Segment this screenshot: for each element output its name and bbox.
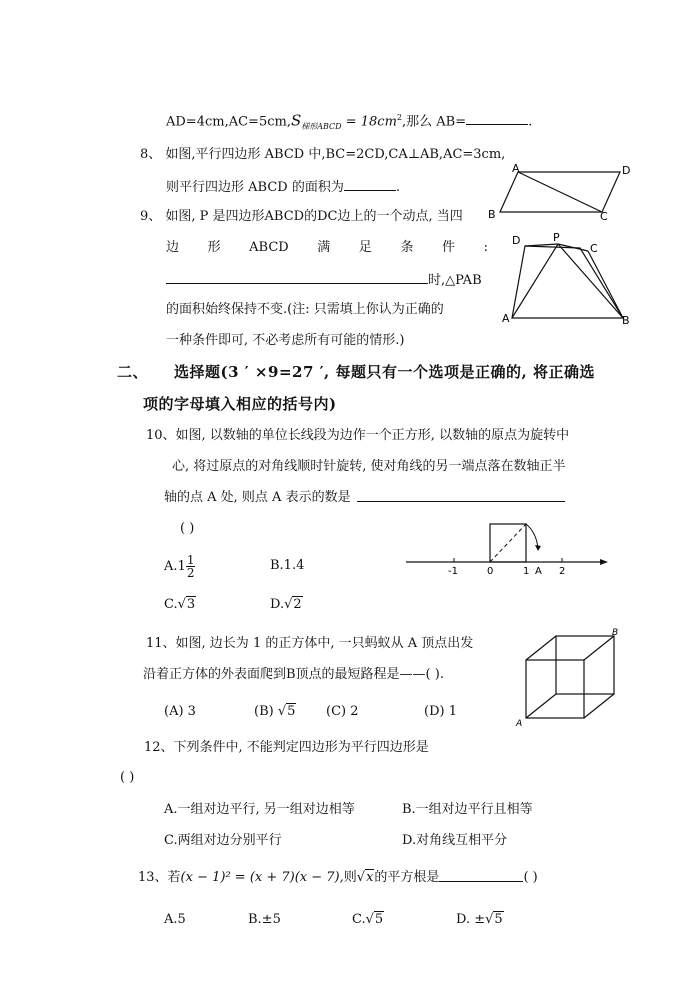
q10-tick-label: 2 — [559, 566, 566, 577]
q8-end: . — [395, 180, 400, 195]
q9-label-p: P — [553, 231, 560, 244]
q9-label-c: C — [590, 242, 598, 255]
q11-cube-edge — [526, 636, 556, 660]
q9-char: 件 — [442, 240, 456, 255]
q10-line3 — [164, 490, 565, 506]
q11-cube-edge — [526, 694, 556, 718]
q13-equation: (x − 1)² = (x + 7)(x − 7), — [180, 870, 344, 885]
q13-text-mid: 则 — [343, 870, 357, 885]
q9-quadrilateral — [512, 246, 623, 318]
q10-option-a-denominator: 2 — [186, 566, 195, 580]
q13-option-b[interactable]: B.±5 — [248, 912, 281, 927]
q13-sqrt: √x — [356, 870, 374, 885]
q9-line2 — [166, 240, 488, 256]
q13-option-c[interactable] — [352, 912, 384, 928]
q11-label-b: B — [612, 628, 619, 638]
q13-option-a[interactable]: A.5 — [164, 912, 186, 927]
q9-label-d: D — [512, 234, 521, 247]
q11-option-b-sqrt: √5 — [277, 704, 296, 719]
q10-option-b[interactable]: B.1.4 — [270, 558, 305, 573]
q13-option-d-radicand: 5 — [494, 912, 503, 927]
section2-heading-line1: 选择题(3 ′ ×9=27 ′, 每题只有一个选项是正确的, 将正确选 — [174, 363, 595, 381]
q8-label-b: B — [488, 208, 496, 221]
q11-cube-front-face — [526, 660, 584, 718]
q9-char: 边 — [166, 240, 180, 255]
q10-number-line-figure — [404, 518, 614, 578]
q9-segment-dp — [525, 244, 558, 246]
q11-line2: 沿着正方体的外表面爬到B顶点的最短路程是——( ). — [143, 667, 444, 682]
q10-option-d-radicand: 2 — [293, 597, 302, 612]
q7-area-value: = 18cm — [341, 114, 397, 130]
q10-line1: 10、如图, 以数轴的单位长线段为边作一个正方形, 以数轴的原点为旋转中 — [146, 428, 570, 443]
q10-arc-arrow — [535, 545, 541, 551]
q9-char: 条 — [400, 240, 414, 255]
q11-cube-back-face — [556, 636, 614, 694]
q7-area-symbol: S — [290, 111, 302, 130]
q8-line2 — [166, 178, 400, 196]
q9-text: 时,△PAB — [428, 273, 482, 288]
q7-text-post: ,那么 AB= — [402, 114, 467, 130]
q12-option-a[interactable]: A.一组对边平行, 另一组对边相等 — [164, 802, 355, 817]
q13-option-d[interactable] — [456, 912, 504, 928]
q10-option-d-sqrt: √2 — [284, 597, 302, 612]
q7-area-subscript: 梯形ABCD — [301, 121, 342, 131]
q10-option-a-label: A. — [164, 559, 178, 574]
q13-option-c-sqrt: √5 — [365, 912, 384, 927]
q7-text-pre: AD=4cm,AC=5cm, — [166, 114, 291, 130]
q8-label-a: A — [512, 162, 520, 175]
q9-line4: 的面积始终保持不变.(注: 只需填上你认为正确的 — [166, 302, 444, 317]
q10-option-c-sqrt: √3 — [177, 597, 196, 612]
q10-option-d[interactable] — [270, 597, 303, 613]
q11-line1: 11、如图, 边长为 1 的正方体中, 一只蚂蚁从 A 顶点出发 — [146, 636, 474, 651]
q9-char: 形 — [207, 240, 221, 255]
q7-area-exponent: 2 — [396, 113, 402, 122]
q10-option-a-whole: 1 — [177, 559, 186, 574]
q10-option-c[interactable] — [164, 597, 196, 613]
q12-option-d[interactable]: D.对角线互相平分 — [402, 833, 508, 848]
q9-char: 满 — [317, 240, 331, 255]
q13-option-c-radicand: 5 — [374, 912, 384, 927]
q9-char: 足 — [358, 240, 372, 255]
q8-answer-blank[interactable] — [344, 178, 396, 191]
q12-option-b[interactable]: B.一组对边平行且相等 — [402, 802, 533, 817]
q13-answer-paren[interactable]: ( ) — [523, 870, 538, 885]
q10-line2: 心, 将过原点的对角线顺时针旋转, 使对角线的另一端点落在数轴正半 — [172, 459, 566, 474]
q10-axis-arrow — [600, 559, 608, 565]
q10-option-c-label: C. — [164, 597, 178, 612]
q9-quadrilateral-figure — [500, 232, 640, 332]
q13-radicand: x — [366, 870, 374, 885]
q13-answer-blank[interactable] — [439, 873, 523, 882]
section2-number: 二、 — [117, 363, 149, 381]
q9-char: ABCD — [249, 240, 289, 255]
q13-option-d-sqrt: √5 — [485, 912, 503, 927]
q9-line3 — [166, 271, 482, 289]
q11-option-b-label: (B) — [254, 704, 274, 719]
q10-text: 轴的点 A 处, 则点 A 表示的数是 — [164, 490, 351, 505]
q11-label-a: A — [516, 719, 523, 729]
q7-answer-blank[interactable] — [466, 112, 528, 125]
q12-answer-paren[interactable]: ( ) — [120, 770, 135, 785]
q12-line1: 12、下列条件中, 不能判定四边形为平行四边形是 — [144, 740, 429, 755]
q12-option-c[interactable]: C.两组对边分别平行 — [164, 833, 282, 848]
q10-answer-paren[interactable]: ( ) — [180, 521, 195, 536]
q10-tick-label: 0 — [487, 566, 494, 577]
q11-option-c[interactable]: (C) 2 — [326, 704, 359, 719]
q10-diagonal — [490, 524, 526, 562]
q9-line1: 9、 如图, P 是四边形ABCD的DC边上的一个动点, 当四 — [140, 209, 463, 224]
q10-option-d-label: D. — [270, 597, 285, 612]
q11-option-b[interactable] — [254, 704, 296, 720]
q13-line1 — [138, 870, 538, 886]
q10-option-a[interactable] — [164, 552, 195, 582]
q9-answer-blank[interactable] — [166, 271, 428, 284]
q10-tick-label: -1 — [448, 566, 458, 577]
q10-rotation-arc — [526, 524, 538, 548]
q13-text-post: 的平方根是 — [374, 870, 440, 885]
q13-option-c-label: C. — [352, 912, 366, 927]
q8-label-d: D — [622, 164, 631, 177]
q11-option-b-radicand: 5 — [287, 704, 296, 719]
q11-option-a[interactable]: (A) 3 — [164, 704, 196, 719]
section2-heading-line2: 项的字母填入相应的括号内) — [143, 395, 337, 413]
q10-tick-label: A — [535, 566, 542, 577]
q9-line5: 一种条件即可, 不必考虑所有可能的情形.) — [166, 333, 405, 348]
q11-cube-edge — [584, 694, 614, 718]
q10-tick-label: 1 — [523, 566, 530, 577]
q11-option-d[interactable]: (D) 1 — [424, 704, 457, 719]
q7-line — [166, 110, 532, 135]
q13-text-pre: 13、若 — [138, 870, 181, 885]
q9-char: : — [483, 240, 488, 255]
q9-label-a: A — [502, 312, 510, 325]
q10-option-c-radicand: 3 — [186, 597, 196, 612]
q8-line1: 8、 如图,平行四边形 ABCD 中,BC=2CD,CA⊥AB,AC=3cm, — [140, 147, 506, 162]
q11-cube-edge — [584, 636, 614, 660]
q7-end: . — [528, 114, 533, 130]
q9-label-b: B — [622, 314, 630, 327]
q8-parallelogram-figure — [486, 160, 636, 223]
q11-cube-figure — [512, 626, 622, 729]
q8-diagonal-ac — [518, 172, 602, 212]
q8-text: 则平行四边形 ABCD 的面积为 — [166, 180, 344, 195]
q10-option-a-numerator: 1 — [186, 553, 195, 567]
q8-label-c: C — [600, 210, 608, 223]
q10-option-a-fraction — [186, 554, 196, 579]
q13-option-d-label: D. ± — [456, 912, 486, 927]
q10-answer-blank[interactable] — [357, 493, 565, 502]
